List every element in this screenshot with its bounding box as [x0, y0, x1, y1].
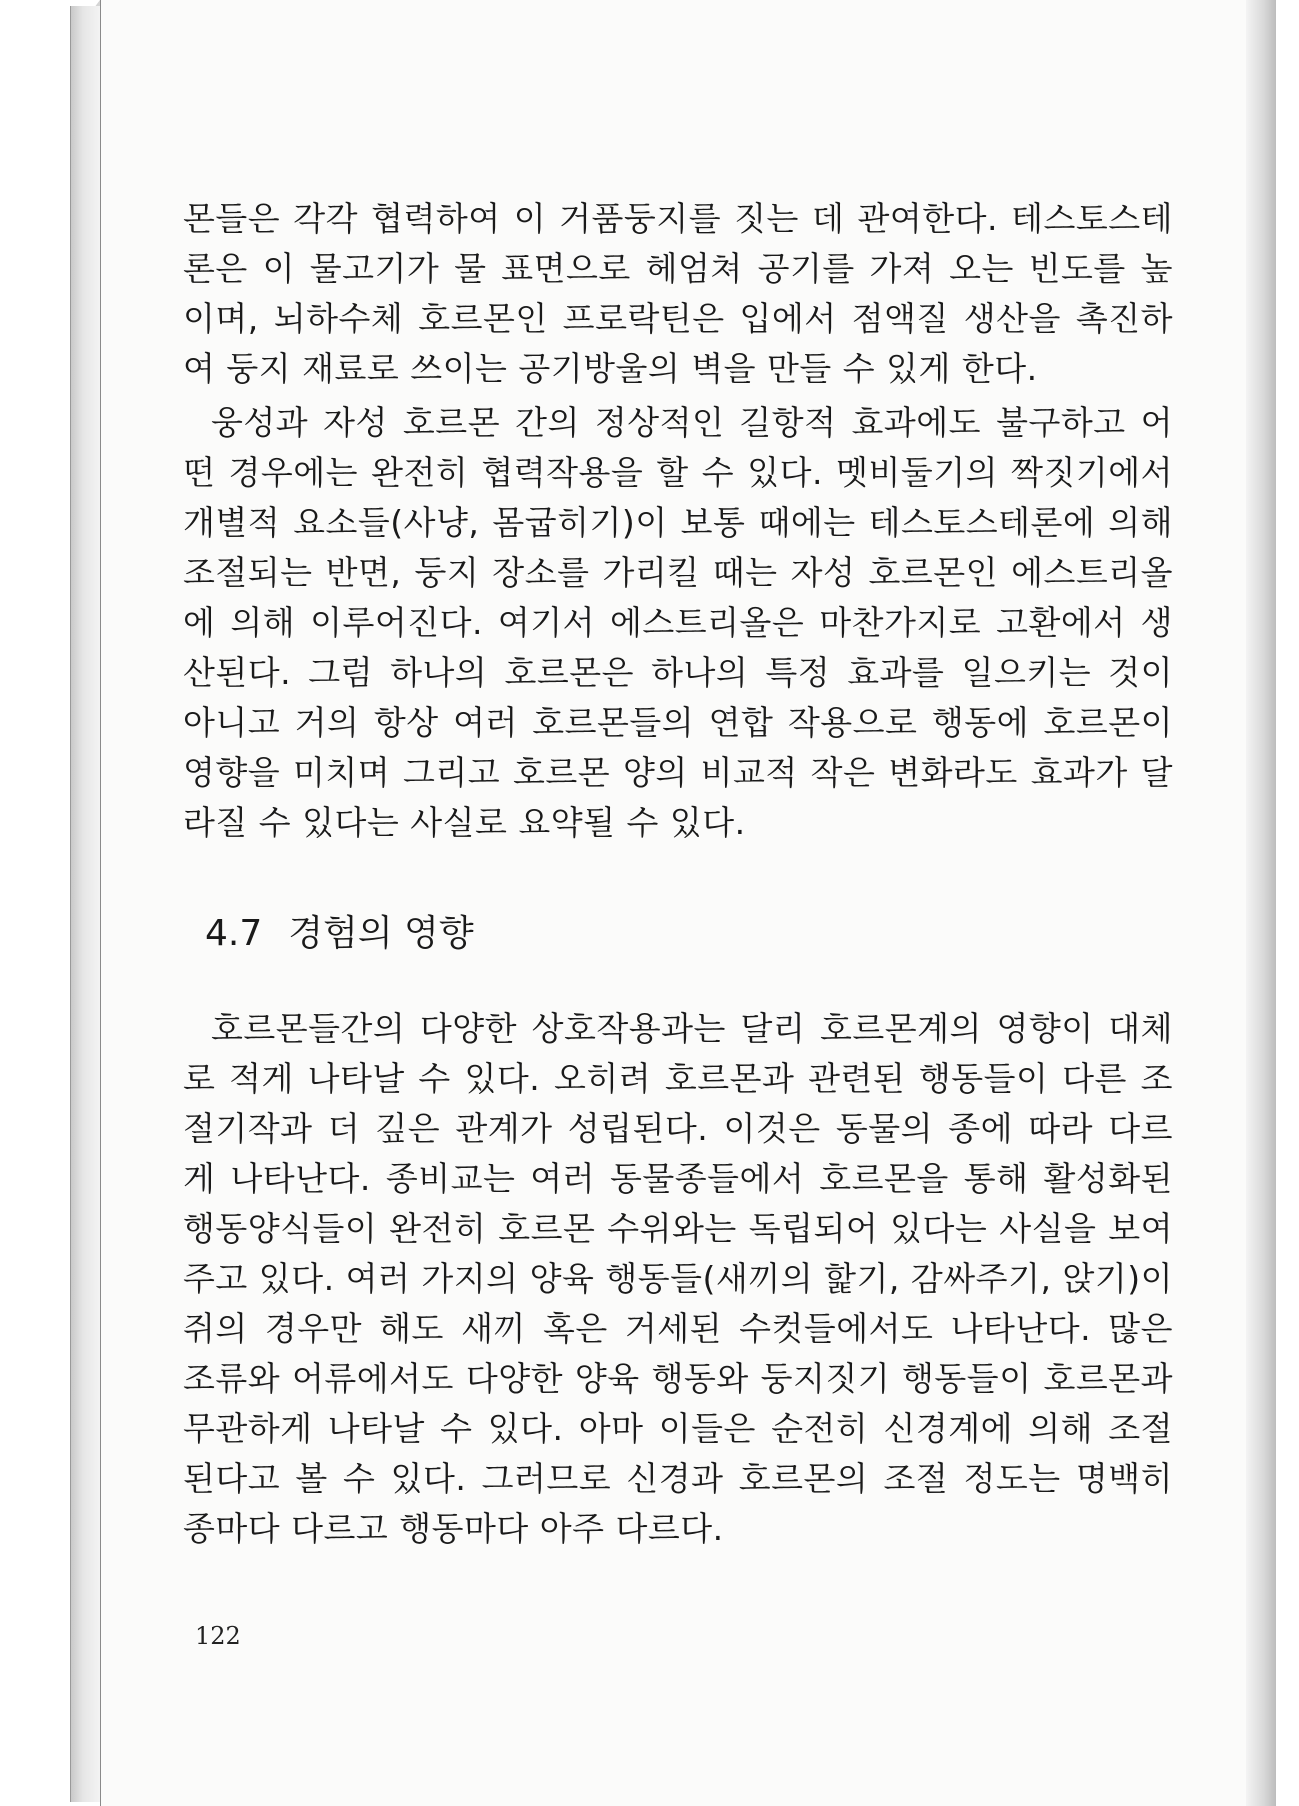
text-line: 산된다. 그럼 하나의 호르몬은 하나의 특정 효과를 일으키는 것이 — [183, 653, 1173, 692]
page-number: 122 — [195, 1622, 241, 1650]
text-line: 조류와 어류에서도 다양한 양육 행동와 둥지짓기 행동들이 호르몬과 — [183, 1359, 1173, 1398]
text-line: 영향을 미치며 그리고 호르몬 양의 비교적 작은 변화라도 효과가 달 — [183, 753, 1173, 792]
text-line: 개별적 요소들(사냥, 몸굽히기)이 보통 때에는 테스토스테론에 의해 — [183, 503, 1173, 542]
text-line: 이며, 뇌하수체 호르몬인 프로락틴은 입에서 점액질 생산을 촉진하 — [183, 299, 1173, 338]
text-line: 행동양식들이 완전히 호르몬 수위와는 독립되어 있다는 사실을 보여 — [183, 1209, 1173, 1248]
paragraph-1 — [183, 194, 1173, 394]
text-line: 몬들은 각각 협력하여 이 거품둥지를 짓는 데 관여한다. 테스토스테 — [183, 199, 1173, 238]
text-line: 된다고 볼 수 있다. 그러므로 신경과 호르몬의 조절 정도는 명백히 — [183, 1459, 1173, 1498]
text-line: 여 둥지 재료로 쓰이는 공기방울의 벽을 만들 수 있게 한다. — [183, 349, 1038, 388]
text-line: 호르몬들간의 다양한 상호작용과는 달리 호르몬계의 영향이 대체 — [211, 1009, 1173, 1048]
text-line: 떤 경우에는 완전히 협력작용을 할 수 있다. 멧비둘기의 짝짓기에서 — [183, 453, 1173, 492]
text-line: 절기작과 더 깊은 관계가 성립된다. 이것은 동물의 종에 따라 다르 — [183, 1109, 1173, 1148]
paragraph-3 — [183, 1004, 1173, 1554]
text-line: 라질 수 있다는 사실로 요약될 수 있다. — [183, 803, 746, 842]
section-number: 4.7 — [205, 913, 263, 954]
text-line: 로 적게 나타날 수 있다. 오히려 호르몬과 관련된 행동들이 다른 조 — [183, 1059, 1173, 1098]
text-line: 아니고 거의 항상 여러 호르몬들의 연합 작용으로 행동에 호르몬이 — [183, 703, 1173, 742]
text-line: 게 나타난다. 종비교는 여러 동물종들에서 호르몬을 통해 활성화된 — [183, 1159, 1173, 1198]
book-page-edge — [70, 6, 101, 1802]
paragraph-2 — [183, 398, 1173, 848]
text-line: 주고 있다. 여러 가지의 양육 행동들(새끼의 핥기, 감싸주기, 앉기)이 — [183, 1259, 1173, 1298]
text-line: 조절되는 반면, 둥지 장소를 가리킬 때는 자성 호르몬인 에스트리올 — [183, 553, 1173, 592]
text-line: 에 의해 이루어진다. 여기서 에스트리올은 마찬가지로 고환에서 생 — [183, 603, 1173, 642]
text-line: 웅성과 자성 호르몬 간의 정상적인 길항적 효과에도 불구하고 어 — [211, 403, 1173, 442]
page-shadow — [1246, 0, 1276, 1806]
text-line: 쥐의 경우만 해도 새끼 혹은 거세된 수컷들에서도 나타난다. 많은 — [183, 1309, 1173, 1348]
text-line: 론은 이 물고기가 물 표면으로 헤엄쳐 공기를 가져 오는 빈도를 높 — [183, 249, 1173, 288]
text-line: 무관하게 나타날 수 있다. 아마 이들은 순전히 신경계에 의해 조절 — [183, 1409, 1173, 1448]
section-heading — [205, 905, 474, 956]
section-title: 경험의 영향 — [288, 913, 474, 954]
text-line: 종마다 다르고 행동마다 아주 다르다. — [183, 1509, 724, 1548]
